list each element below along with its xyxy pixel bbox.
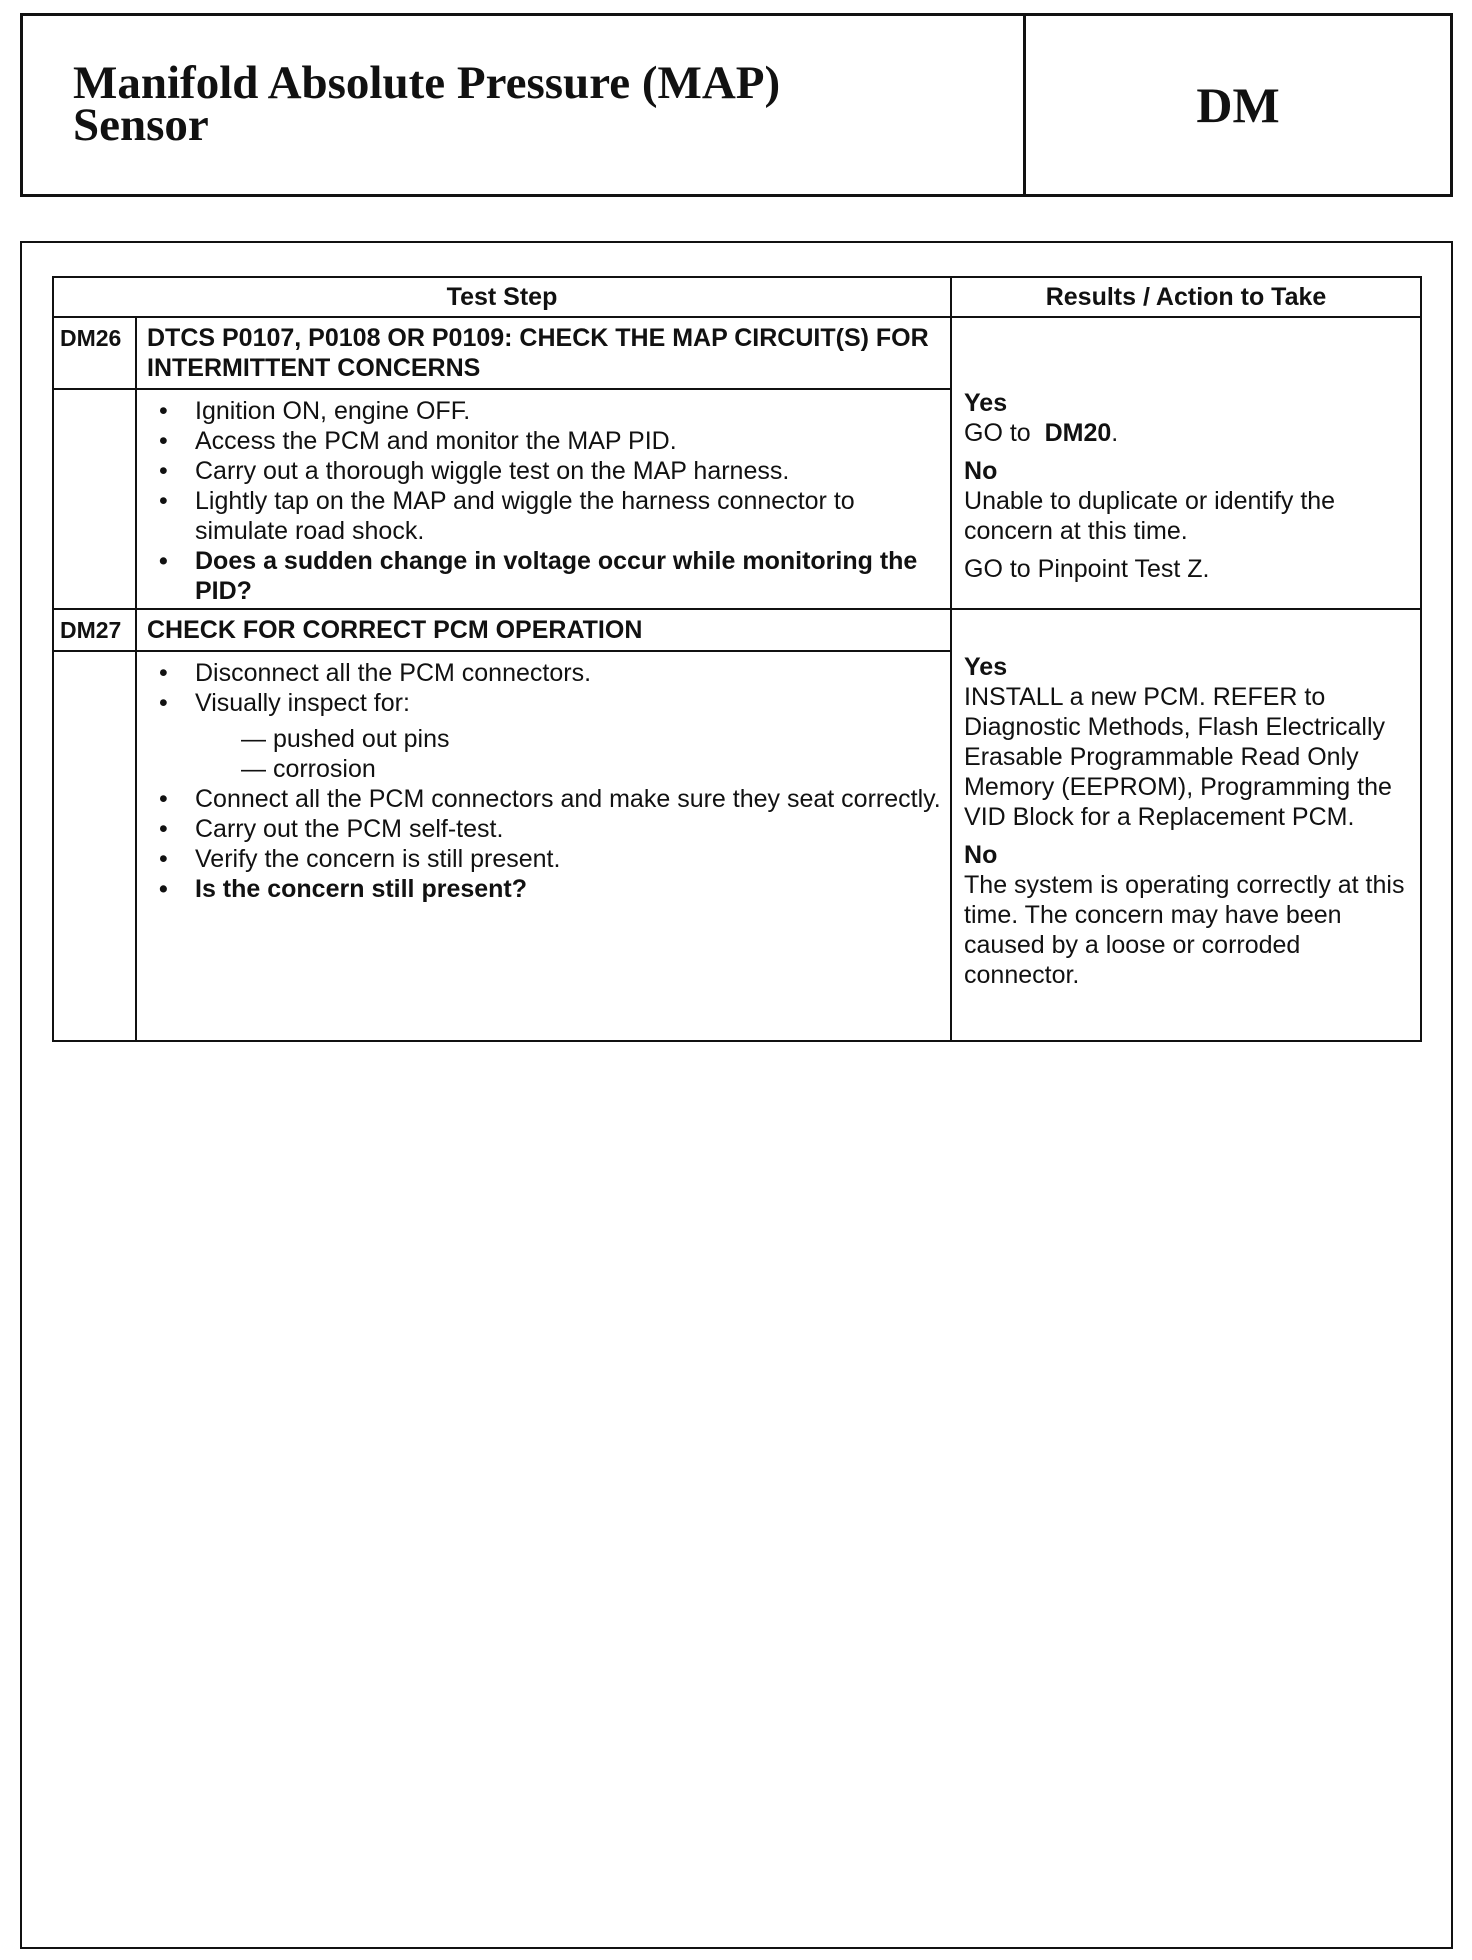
- no-text: Unable to duplicate or identify the concern at this time.: [964, 487, 1336, 545]
- header-results: Results / Action to Take: [951, 277, 1421, 317]
- yes-label: Yes: [964, 389, 1008, 417]
- step-body-dm27: [136, 651, 951, 1041]
- yes-period: .: [1111, 419, 1119, 447]
- test-step-table: [52, 276, 1422, 1042]
- no-action: GO to Pinpoint Test Z.: [964, 555, 1210, 583]
- step-question: • Is the concern still present?: [159, 875, 528, 903]
- table-header-row: [53, 277, 1421, 317]
- list-item: • Carry out the PCM self-test.: [159, 815, 504, 843]
- no-label: No: [964, 457, 998, 485]
- step-id-spacer: [53, 651, 136, 1041]
- step-instructions: [149, 658, 944, 904]
- step-dm27-title-row: [53, 609, 1421, 651]
- bullet-icon: •: [159, 547, 168, 575]
- list-item: • Disconnect all the PCM connectors.: [159, 659, 592, 687]
- results-dm26: [951, 317, 1421, 609]
- section-code: DM: [1196, 77, 1280, 133]
- no-text: The system is operating correctly at this time. The concern may have been caused by a loose or corroded connector.: [964, 871, 1405, 989]
- list-item: • Connect all the PCM connectors and make sure they seat correctly.: [159, 785, 941, 813]
- list-item: — pushed out pins: [241, 725, 450, 753]
- step-id-spacer: [53, 389, 136, 609]
- no-label: No: [964, 841, 998, 869]
- yes-text: GO to: [964, 419, 1031, 447]
- step-id-dm26: DM26: [53, 317, 136, 389]
- results-dm27: [951, 609, 1421, 1041]
- step-instructions: [149, 396, 944, 606]
- bullet-icon: •: [159, 785, 168, 813]
- step-body-dm26: [136, 389, 951, 609]
- yes-action: [964, 418, 1416, 448]
- list-item: • Ignition ON, engine OFF.: [159, 397, 471, 425]
- bullet-icon: •: [159, 815, 168, 843]
- bullet-icon: •: [159, 845, 168, 873]
- step-id-dm27: DM27: [53, 609, 136, 651]
- list-item: • Carry out a thorough wiggle test on the MAP harness.: [159, 457, 790, 485]
- page-title: [73, 57, 993, 151]
- step-title-dm27: CHECK FOR CORRECT PCM OPERATION: [136, 609, 951, 651]
- step-question: • Does a sudden change in voltage occur while monitoring the PID?: [159, 547, 918, 605]
- page-header: [20, 13, 1453, 197]
- step-dm26-title-row: [53, 317, 1421, 389]
- title-line-2: Sensor: [73, 99, 209, 151]
- bullet-icon: •: [159, 875, 168, 903]
- list-item: — corrosion: [241, 755, 376, 783]
- list-item: • Lightly tap on the MAP and wiggle the harness connector to simulate road shock.: [159, 487, 855, 545]
- inspection-items: [195, 724, 944, 784]
- list-item: • Visually inspect for: — pushed out pins — corrosion: [149, 688, 944, 784]
- bullet-icon: •: [159, 397, 168, 425]
- bullet-icon: •: [159, 457, 168, 485]
- step-reference-link: DM20: [1044, 419, 1112, 447]
- bullet-icon: •: [159, 659, 168, 687]
- bullet-icon: •: [159, 689, 168, 717]
- step-title-dm26: DTCS P0107, P0108 OR P0109: CHECK THE MAP CIRCUIT(S) FOR INTERMITTENT CONCERNS: [136, 317, 951, 389]
- list-item: • Access the PCM and monitor the MAP PID.: [159, 427, 677, 455]
- bullet-icon: •: [159, 427, 168, 455]
- header-test-step: Test Step: [53, 277, 951, 317]
- bullet-icon: •: [159, 487, 168, 515]
- title-line-1: Manifold Absolute Pressure (MAP): [73, 57, 781, 109]
- yes-label: Yes: [964, 653, 1008, 681]
- yes-text: INSTALL a new PCM. REFER to Diagnostic Methods, Flash Electrically Erasable Programmable Read Only Memory (EEPROM), Programming the VID Block for a Replacement PCM.: [964, 683, 1392, 831]
- list-item: • Verify the concern is still present.: [159, 845, 561, 873]
